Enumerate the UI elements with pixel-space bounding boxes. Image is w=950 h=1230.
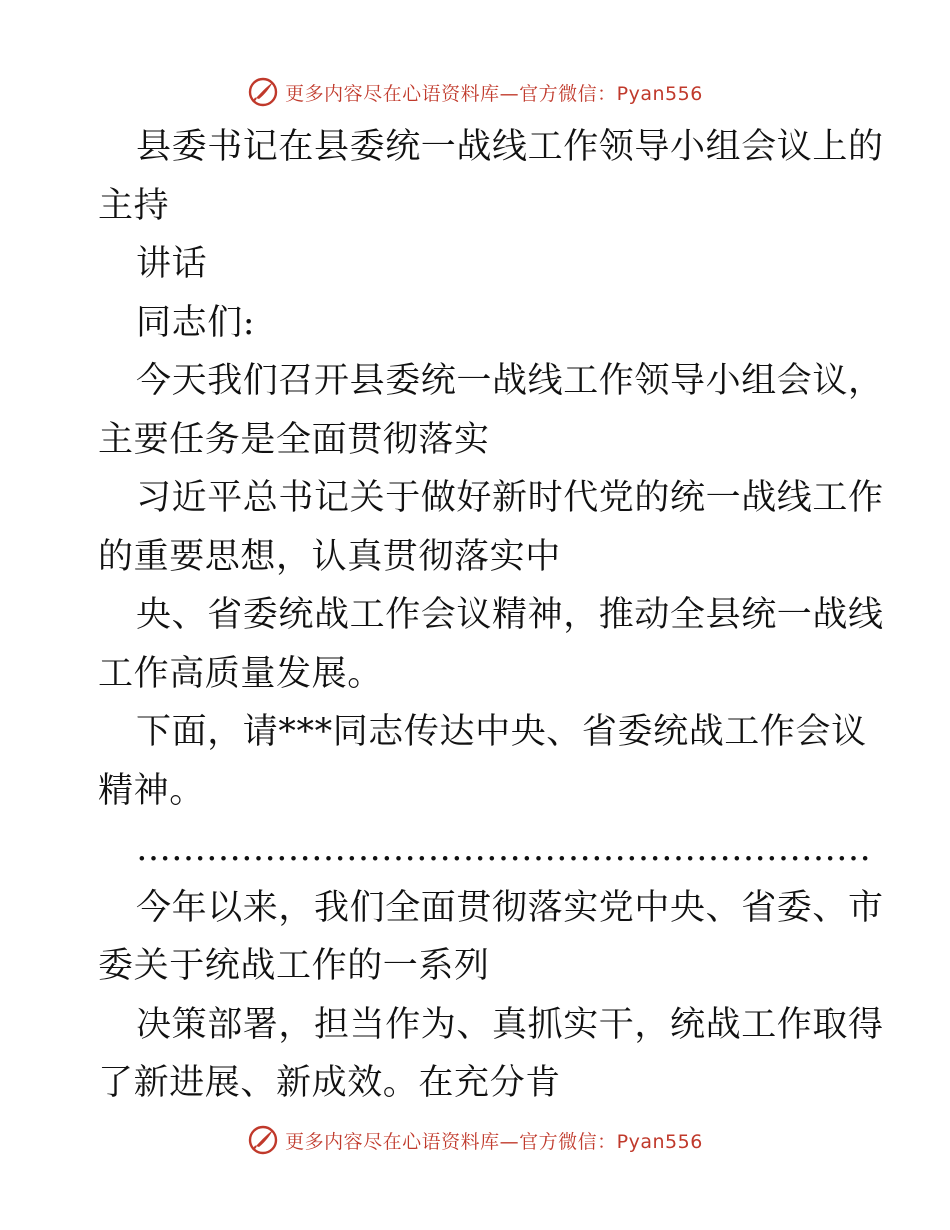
- footer-watermark: [0, 1120, 950, 1160]
- quill-seal-icon: [247, 76, 279, 108]
- doc-line: 讲话: [136, 244, 208, 284]
- doc-line: 工作高质量发展。: [98, 653, 383, 694]
- watermark-id: Pyan556: [616, 82, 703, 105]
- doc-line: 精神。: [98, 770, 205, 811]
- doc-line: 委关于统战工作的一系列: [98, 946, 490, 986]
- header-watermark: [0, 72, 950, 112]
- watermark-id: Pyan556: [616, 1130, 703, 1153]
- doc-line: 主要任务是全面贯彻落实: [98, 419, 490, 460]
- doc-line: 习近平总书记关于做好新时代党的统一战线工作: [136, 478, 884, 518]
- quill-seal-icon: [247, 1124, 279, 1156]
- doc-ellipsis-line: ………………………………………………………: [136, 829, 871, 869]
- watermark-text: 更多内容尽在心语资料库—官方微信：: [285, 1130, 617, 1153]
- doc-line: 决策部署，担当作为、真抓实干，统战工作取得: [136, 1004, 884, 1045]
- doc-line: 今天我们召开县委统一战线工作领导小组会议，: [136, 361, 884, 401]
- doc-line: 下面，请***同志传达中央、省委统战工作会议: [136, 712, 867, 752]
- doc-line: 同志们:: [136, 302, 256, 343]
- document-body: [98, 118, 884, 1113]
- doc-line: 的重要思想，认真贯彻落实中: [98, 536, 561, 577]
- watermark-text: 更多内容尽在心语资料库—官方微信：: [285, 82, 617, 105]
- doc-line: 了新进展、新成效。在充分肯: [98, 1063, 561, 1103]
- doc-line: 央、省委统战工作会议精神，推动全县统一战线: [136, 595, 884, 635]
- doc-line: 主持: [98, 185, 170, 226]
- doc-line: 今年以来，我们全面贯彻落实党中央、省委、市: [136, 887, 884, 928]
- doc-line: 县委书记在县委统一战线工作领导小组会议上的: [136, 127, 884, 167]
